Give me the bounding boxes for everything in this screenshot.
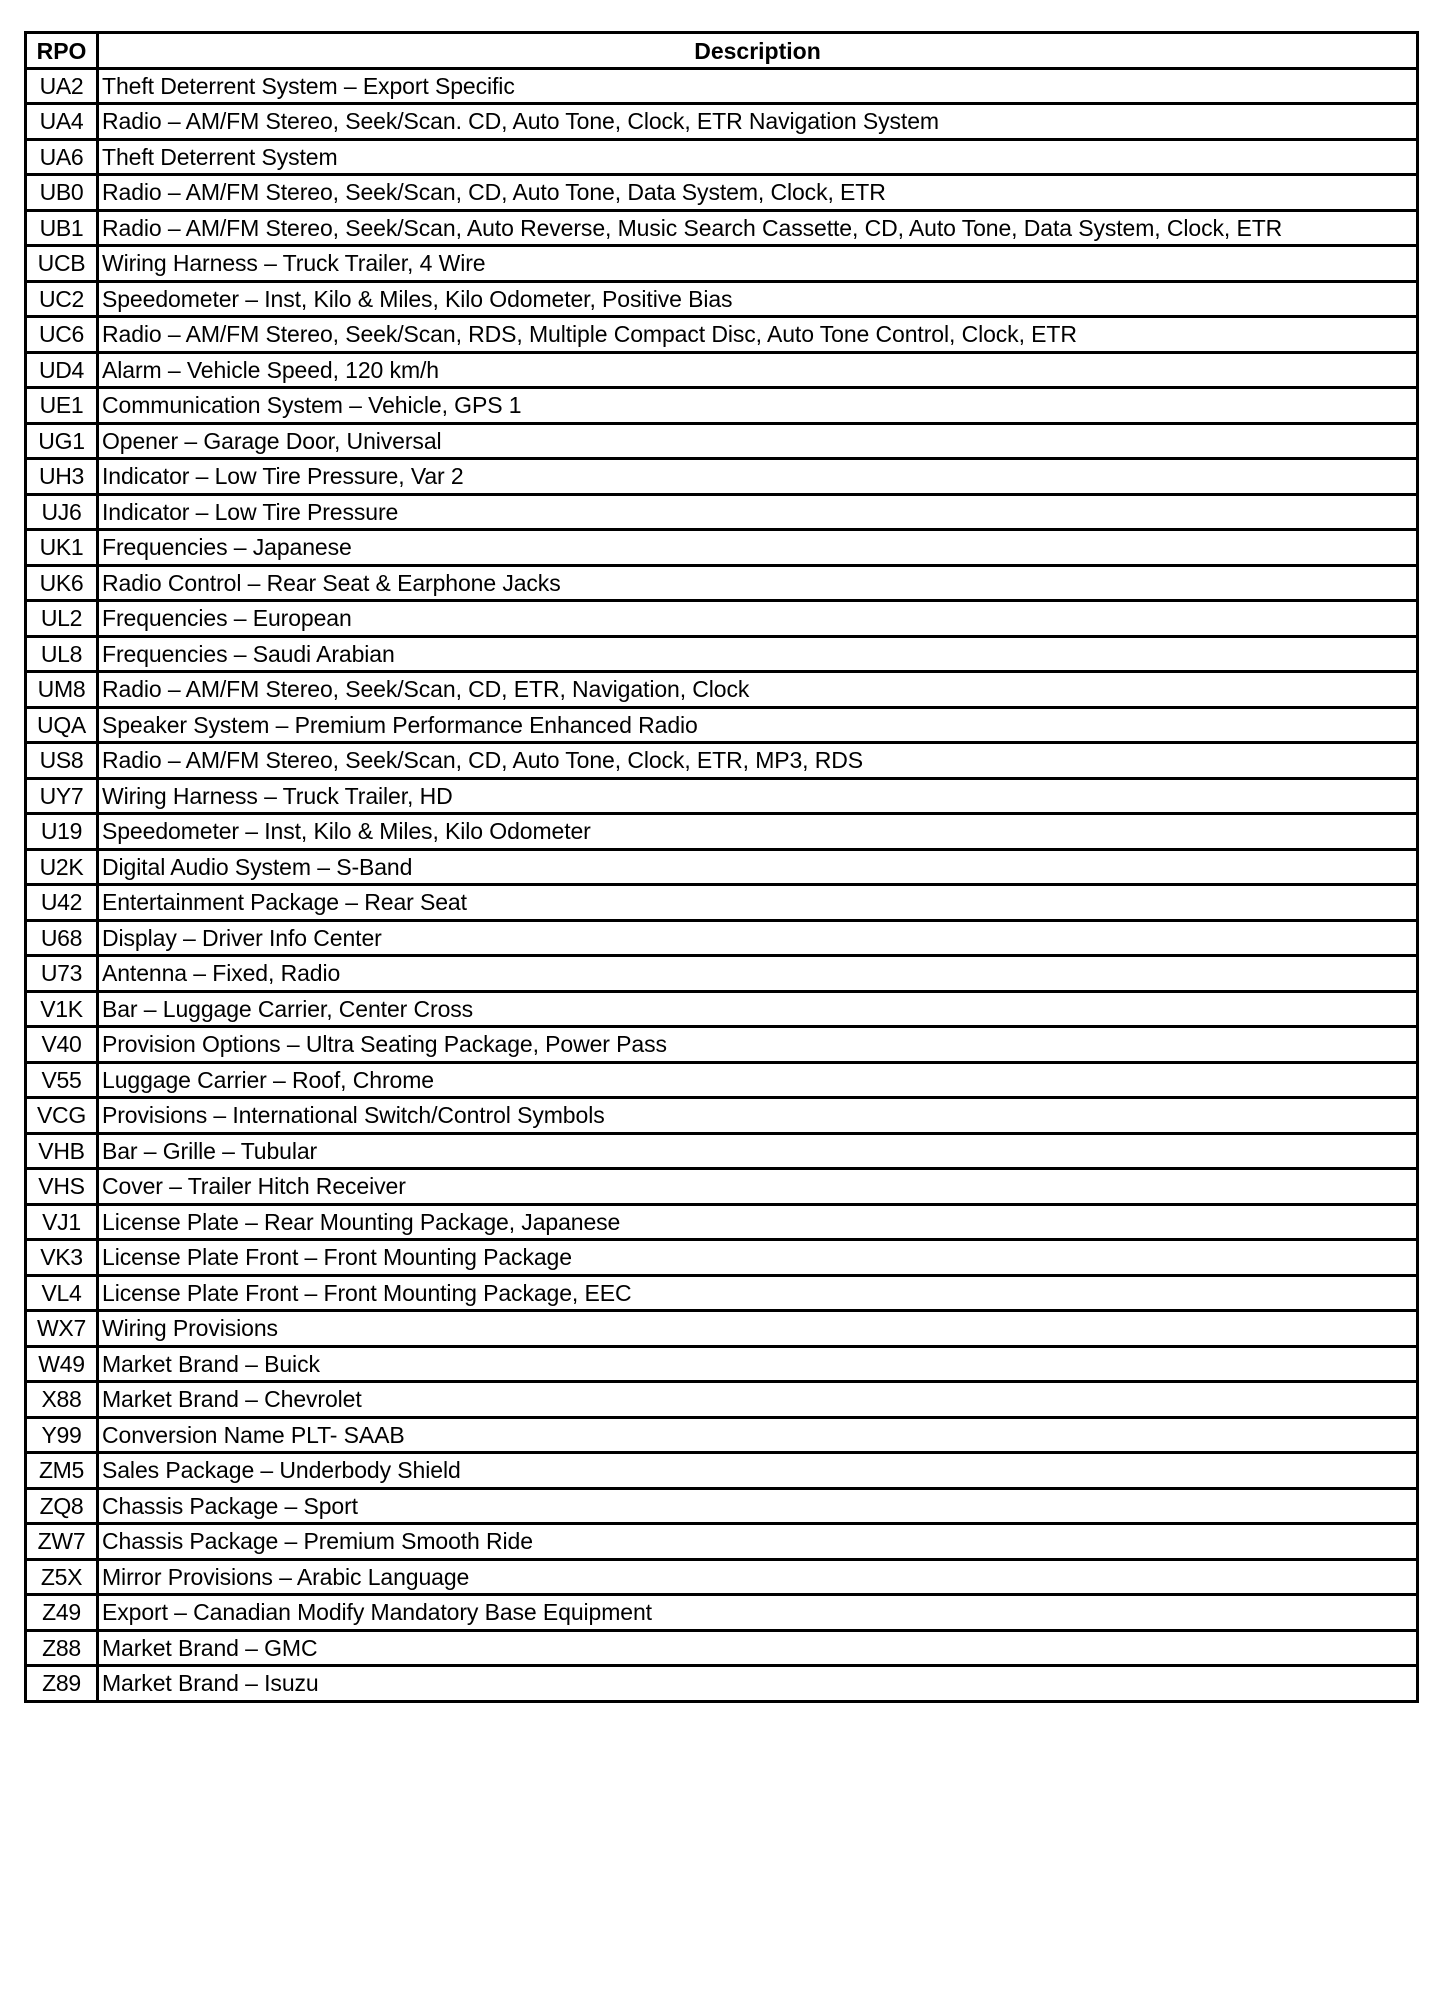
table-row bbox=[26, 1133, 1418, 1169]
description-cell: License Plate Front – Front Mounting Package, EEC bbox=[98, 1275, 1418, 1311]
description-cell: Speaker System – Premium Performance Enhanced Radio bbox=[98, 707, 1418, 743]
table-row bbox=[26, 210, 1418, 246]
table-row bbox=[26, 175, 1418, 211]
description-cell: Theft Deterrent System – Export Specific bbox=[98, 68, 1418, 104]
table-row bbox=[26, 885, 1418, 921]
rpo-code-cell: UQA bbox=[26, 707, 98, 743]
description-cell: Radio – AM/FM Stereo, Seek/Scan, CD, Auto Tone, Data System, Clock, ETR bbox=[98, 175, 1418, 211]
rpo-code-cell: UH3 bbox=[26, 459, 98, 495]
table-row bbox=[26, 1027, 1418, 1063]
rpo-table-body bbox=[26, 68, 1418, 1701]
rpo-code-cell: US8 bbox=[26, 743, 98, 779]
description-cell: Display – Driver Info Center bbox=[98, 920, 1418, 956]
description-cell: Bar – Luggage Carrier, Center Cross bbox=[98, 991, 1418, 1027]
description-cell: Communication System – Vehicle, GPS 1 bbox=[98, 388, 1418, 424]
description-cell: Conversion Name PLT- SAAB bbox=[98, 1417, 1418, 1453]
table-row bbox=[26, 956, 1418, 992]
rpo-code-cell: ZQ8 bbox=[26, 1488, 98, 1524]
description-cell: Chassis Package – Sport bbox=[98, 1488, 1418, 1524]
rpo-code-cell: U19 bbox=[26, 814, 98, 850]
description-cell: Radio – AM/FM Stereo, Seek/Scan, CD, ETR, Navigation, Clock bbox=[98, 672, 1418, 708]
rpo-code-cell: ZM5 bbox=[26, 1453, 98, 1489]
rpo-code-cell: Z88 bbox=[26, 1630, 98, 1666]
rpo-code-cell: VL4 bbox=[26, 1275, 98, 1311]
rpo-code-cell: VHB bbox=[26, 1133, 98, 1169]
description-cell: License Plate Front – Front Mounting Package bbox=[98, 1240, 1418, 1276]
table-row bbox=[26, 530, 1418, 566]
description-column-header: Description bbox=[98, 33, 1418, 69]
description-cell: Frequencies – Saudi Arabian bbox=[98, 636, 1418, 672]
description-cell: Digital Audio System – S-Band bbox=[98, 849, 1418, 885]
description-cell: Frequencies – European bbox=[98, 601, 1418, 637]
rpo-code-cell: U73 bbox=[26, 956, 98, 992]
table-row bbox=[26, 1346, 1418, 1382]
description-cell: Opener – Garage Door, Universal bbox=[98, 423, 1418, 459]
table-header-row bbox=[26, 33, 1418, 69]
table-row bbox=[26, 601, 1418, 637]
description-cell: Theft Deterrent System bbox=[98, 139, 1418, 175]
rpo-code-cell: UL2 bbox=[26, 601, 98, 637]
rpo-code-cell: Z49 bbox=[26, 1595, 98, 1631]
table-row bbox=[26, 494, 1418, 530]
rpo-column-header: RPO bbox=[26, 33, 98, 69]
rpo-code-cell: UA4 bbox=[26, 104, 98, 140]
rpo-code-cell: U42 bbox=[26, 885, 98, 921]
description-cell: Radio – AM/FM Stereo, Seek/Scan, Auto Reverse, Music Search Cassette, CD, Auto Tone, Data System, Clock, ETR bbox=[98, 210, 1418, 246]
rpo-code-cell: UK6 bbox=[26, 565, 98, 601]
table-row bbox=[26, 1488, 1418, 1524]
rpo-code-document bbox=[24, 31, 1416, 1703]
description-cell: Provisions – International Switch/Control Symbols bbox=[98, 1098, 1418, 1134]
description-cell: Wiring Provisions bbox=[98, 1311, 1418, 1347]
table-row bbox=[26, 1595, 1418, 1631]
description-cell: Export – Canadian Modify Mandatory Base Equipment bbox=[98, 1595, 1418, 1631]
rpo-code-cell: V55 bbox=[26, 1062, 98, 1098]
table-row bbox=[26, 1062, 1418, 1098]
description-cell: Chassis Package – Premium Smooth Ride bbox=[98, 1524, 1418, 1560]
rpo-code-cell: UC2 bbox=[26, 281, 98, 317]
description-cell: Frequencies – Japanese bbox=[98, 530, 1418, 566]
table-row bbox=[26, 849, 1418, 885]
table-row bbox=[26, 104, 1418, 140]
description-cell: Indicator – Low Tire Pressure bbox=[98, 494, 1418, 530]
description-cell: Market Brand – Chevrolet bbox=[98, 1382, 1418, 1418]
rpo-code-cell: UM8 bbox=[26, 672, 98, 708]
description-cell: Indicator – Low Tire Pressure, Var 2 bbox=[98, 459, 1418, 495]
table-row bbox=[26, 991, 1418, 1027]
rpo-code-cell: UJ6 bbox=[26, 494, 98, 530]
table-row bbox=[26, 1240, 1418, 1276]
table-row bbox=[26, 1666, 1418, 1702]
description-cell: Sales Package – Underbody Shield bbox=[98, 1453, 1418, 1489]
table-row bbox=[26, 636, 1418, 672]
description-cell: Wiring Harness – Truck Trailer, 4 Wire bbox=[98, 246, 1418, 282]
rpo-code-cell: Y99 bbox=[26, 1417, 98, 1453]
rpo-code-cell: UY7 bbox=[26, 778, 98, 814]
table-row bbox=[26, 1559, 1418, 1595]
description-cell: License Plate – Rear Mounting Package, Japanese bbox=[98, 1204, 1418, 1240]
table-row bbox=[26, 565, 1418, 601]
description-cell: Market Brand – Isuzu bbox=[98, 1666, 1418, 1702]
description-cell: Market Brand – Buick bbox=[98, 1346, 1418, 1382]
table-row bbox=[26, 352, 1418, 388]
rpo-code-cell: V1K bbox=[26, 991, 98, 1027]
description-cell: Provision Options – Ultra Seating Package, Power Pass bbox=[98, 1027, 1418, 1063]
description-cell: Radio Control – Rear Seat & Earphone Jacks bbox=[98, 565, 1418, 601]
rpo-code-cell: VJ1 bbox=[26, 1204, 98, 1240]
table-row bbox=[26, 1630, 1418, 1666]
rpo-code-cell: VHS bbox=[26, 1169, 98, 1205]
rpo-code-cell: VK3 bbox=[26, 1240, 98, 1276]
rpo-code-cell: UA2 bbox=[26, 68, 98, 104]
rpo-code-cell: Z89 bbox=[26, 1666, 98, 1702]
description-cell: Antenna – Fixed, Radio bbox=[98, 956, 1418, 992]
description-cell: Radio – AM/FM Stereo, Seek/Scan, RDS, Multiple Compact Disc, Auto Tone Control, Clock, ETR bbox=[98, 317, 1418, 353]
table-row bbox=[26, 68, 1418, 104]
table-row bbox=[26, 281, 1418, 317]
table-row bbox=[26, 1098, 1418, 1134]
rpo-code-cell: UG1 bbox=[26, 423, 98, 459]
rpo-code-cell: W49 bbox=[26, 1346, 98, 1382]
rpo-code-cell: UA6 bbox=[26, 139, 98, 175]
table-row bbox=[26, 459, 1418, 495]
rpo-code-cell: UB0 bbox=[26, 175, 98, 211]
rpo-code-cell: U68 bbox=[26, 920, 98, 956]
description-cell: Radio – AM/FM Stereo, Seek/Scan. CD, Auto Tone, Clock, ETR Navigation System bbox=[98, 104, 1418, 140]
description-cell: Alarm – Vehicle Speed, 120 km/h bbox=[98, 352, 1418, 388]
table-row bbox=[26, 1204, 1418, 1240]
description-cell: Radio – AM/FM Stereo, Seek/Scan, CD, Auto Tone, Clock, ETR, MP3, RDS bbox=[98, 743, 1418, 779]
rpo-code-cell: UD4 bbox=[26, 352, 98, 388]
rpo-code-cell: X88 bbox=[26, 1382, 98, 1418]
table-row bbox=[26, 317, 1418, 353]
table-row bbox=[26, 778, 1418, 814]
description-cell: Mirror Provisions – Arabic Language bbox=[98, 1559, 1418, 1595]
description-cell: Luggage Carrier – Roof, Chrome bbox=[98, 1062, 1418, 1098]
rpo-code-cell: ZW7 bbox=[26, 1524, 98, 1560]
description-cell: Market Brand – GMC bbox=[98, 1630, 1418, 1666]
description-cell: Wiring Harness – Truck Trailer, HD bbox=[98, 778, 1418, 814]
table-row bbox=[26, 1453, 1418, 1489]
rpo-code-cell: WX7 bbox=[26, 1311, 98, 1347]
description-cell: Speedometer – Inst, Kilo & Miles, Kilo Odometer bbox=[98, 814, 1418, 850]
table-row bbox=[26, 707, 1418, 743]
table-row bbox=[26, 920, 1418, 956]
table-row bbox=[26, 1169, 1418, 1205]
rpo-code-cell: UE1 bbox=[26, 388, 98, 424]
table-row bbox=[26, 388, 1418, 424]
rpo-code-cell: UB1 bbox=[26, 210, 98, 246]
table-row bbox=[26, 423, 1418, 459]
rpo-code-cell: Z5X bbox=[26, 1559, 98, 1595]
table-row bbox=[26, 1275, 1418, 1311]
rpo-code-cell: UCB bbox=[26, 246, 98, 282]
rpo-code-cell: U2K bbox=[26, 849, 98, 885]
table-row bbox=[26, 672, 1418, 708]
table-row bbox=[26, 743, 1418, 779]
table-row bbox=[26, 814, 1418, 850]
description-cell: Speedometer – Inst, Kilo & Miles, Kilo Odometer, Positive Bias bbox=[98, 281, 1418, 317]
rpo-code-cell: UC6 bbox=[26, 317, 98, 353]
rpo-code-cell: V40 bbox=[26, 1027, 98, 1063]
rpo-code-table bbox=[24, 31, 1419, 1703]
description-cell: Entertainment Package – Rear Seat bbox=[98, 885, 1418, 921]
table-row bbox=[26, 1311, 1418, 1347]
rpo-code-cell: UK1 bbox=[26, 530, 98, 566]
table-row bbox=[26, 1524, 1418, 1560]
table-row bbox=[26, 1382, 1418, 1418]
rpo-code-cell: UL8 bbox=[26, 636, 98, 672]
table-row bbox=[26, 139, 1418, 175]
rpo-code-cell: VCG bbox=[26, 1098, 98, 1134]
description-cell: Cover – Trailer Hitch Receiver bbox=[98, 1169, 1418, 1205]
description-cell: Bar – Grille – Tubular bbox=[98, 1133, 1418, 1169]
table-row bbox=[26, 246, 1418, 282]
table-row bbox=[26, 1417, 1418, 1453]
